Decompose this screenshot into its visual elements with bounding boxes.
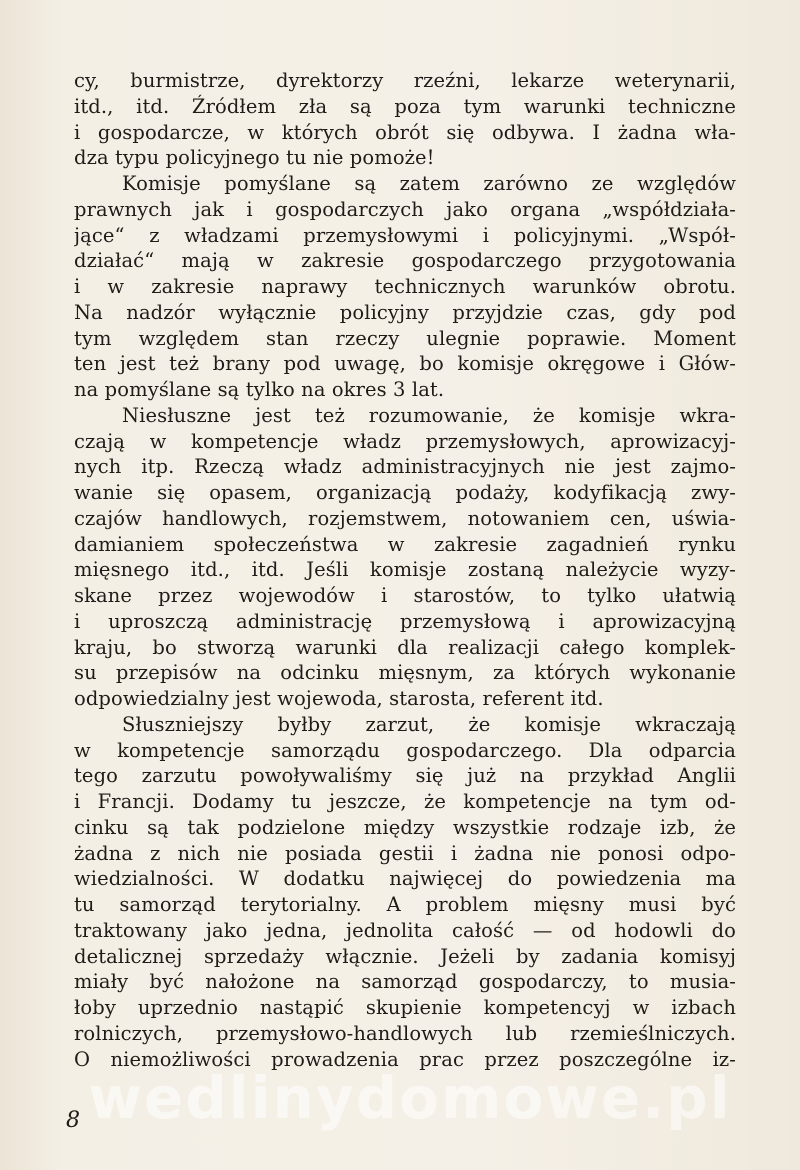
text-line: łoby uprzednio nastąpić skupienie kompetencyj w izbach xyxy=(74,996,736,1019)
text-line: kraju, bo stworzą warunki dla realizacji całego komplek- xyxy=(74,635,736,659)
text-line: wiedzialności. W dodatku najwięcej do powiedzenia ma xyxy=(74,867,736,891)
text-line: odpowiedzialny jest wojewoda, starosta, referent itd. xyxy=(74,687,604,710)
page-number: 8 xyxy=(66,1108,80,1133)
text-line: nych itp. Rzeczą władz administracyjnych nie jest zajmo- xyxy=(74,455,736,479)
text-line: działać“ mają w zakresie gospodarczego przygotowania xyxy=(74,249,736,273)
text-line: żadna z nich nie posiada gestii i żadna nie ponosi odpo- xyxy=(74,841,736,865)
text-line: prawnych jak i gospodarczych jako organa „współdziała- xyxy=(74,197,736,221)
text-line: i gospodarcze, w których obrót się odbywa. I żadna wła- xyxy=(74,120,736,144)
text-line: czajów handlowych, rozjemstwem, notowaniem cen, uświa- xyxy=(74,506,736,530)
paragraph-start-line: Komisje pomyślane są zatem zarówno ze względów xyxy=(122,172,736,195)
text-line: mięsnego itd., itd. Jeśli komisje zostaną należycie wyzy- xyxy=(74,558,736,582)
text-line: miały być nałożone na samorząd gospodarczy, to musia- xyxy=(74,970,736,994)
text-line: czają w kompetencje władz przemysłowych, aprowizacyj- xyxy=(74,429,736,453)
text-line: ten jest też brany pod uwagę, bo komisje okręgowe i Głów- xyxy=(74,352,736,376)
text-line: tego zarzutu powoływaliśmy się już na przykład Anglii xyxy=(74,764,736,788)
text-line: w kompetencje samorządu gospodarczego. Dla odparcia xyxy=(74,738,736,762)
text-line: i Francji. Dodamy tu jeszcze, że kompetencje na tym od- xyxy=(74,790,736,813)
text-line: dza typu policyjnego tu nie pomoże! xyxy=(74,146,435,170)
body-text xyxy=(74,68,736,1072)
text-line: cinku są tak podzielone między wszystkie rodzaje izb, że xyxy=(74,815,736,839)
text-line: detalicznej sprzedaży włącznie. Jeżeli by zadania komisyj xyxy=(74,944,736,968)
text-line: na pomyślane są tylko na okres 3 lat. xyxy=(74,378,445,401)
text-line: skane przez wojewodów i starostów, to tylko ułatwią xyxy=(74,584,736,607)
paragraph-start-line: Niesłuszne jest też rozumowanie, że komisje wkra- xyxy=(122,403,736,427)
text-line: itd., itd. Źródłem zła są poza tym warunki techniczne xyxy=(74,94,736,118)
text-line: tym względem stan rzeczy ulegnie poprawie. Moment xyxy=(74,326,736,350)
paragraph-start-line: Słuszniejszy byłby zarzut, że komisje wkraczają xyxy=(122,712,736,736)
watermark: wedlinydomowe.pl xyxy=(88,1064,732,1132)
text-line: rolniczych, przemysłowo-handlowych lub rzemieślniczych. xyxy=(74,1021,736,1045)
text-line: i w zakresie naprawy technicznych warunków obrotu. xyxy=(74,275,736,298)
text-line: su przepisów na odcinku mięsnym, za których wykonanie xyxy=(74,661,736,685)
text-line: O niemożliwości prowadzenia prac przez poszczególne iz- xyxy=(74,1047,736,1071)
text-line: Na nadzór wyłącznie policyjny przyjdzie czas, gdy pod xyxy=(74,300,736,324)
text-line: traktowany jako jedna, jednolita całość — od hodowli do xyxy=(74,918,736,942)
text-line: damianiem społeczeństwa w zakresie zagadnień rynku xyxy=(74,532,736,556)
text-line: i uproszczą administrację przemysłową i aprowizacyjną xyxy=(74,609,736,633)
text-line: wanie się opasem, organizacją podaży, kodyfikacją zwy- xyxy=(74,481,736,504)
text-line: cy, burmistrze, dyrektorzy rzeźni, lekarze weterynarii, xyxy=(74,69,736,92)
text-line: jące“ z władzami przemysłowymi i policyjnymi. „Współ- xyxy=(74,223,736,247)
text-line: tu samorząd terytorialny. A problem mięsny musi być xyxy=(74,893,736,916)
